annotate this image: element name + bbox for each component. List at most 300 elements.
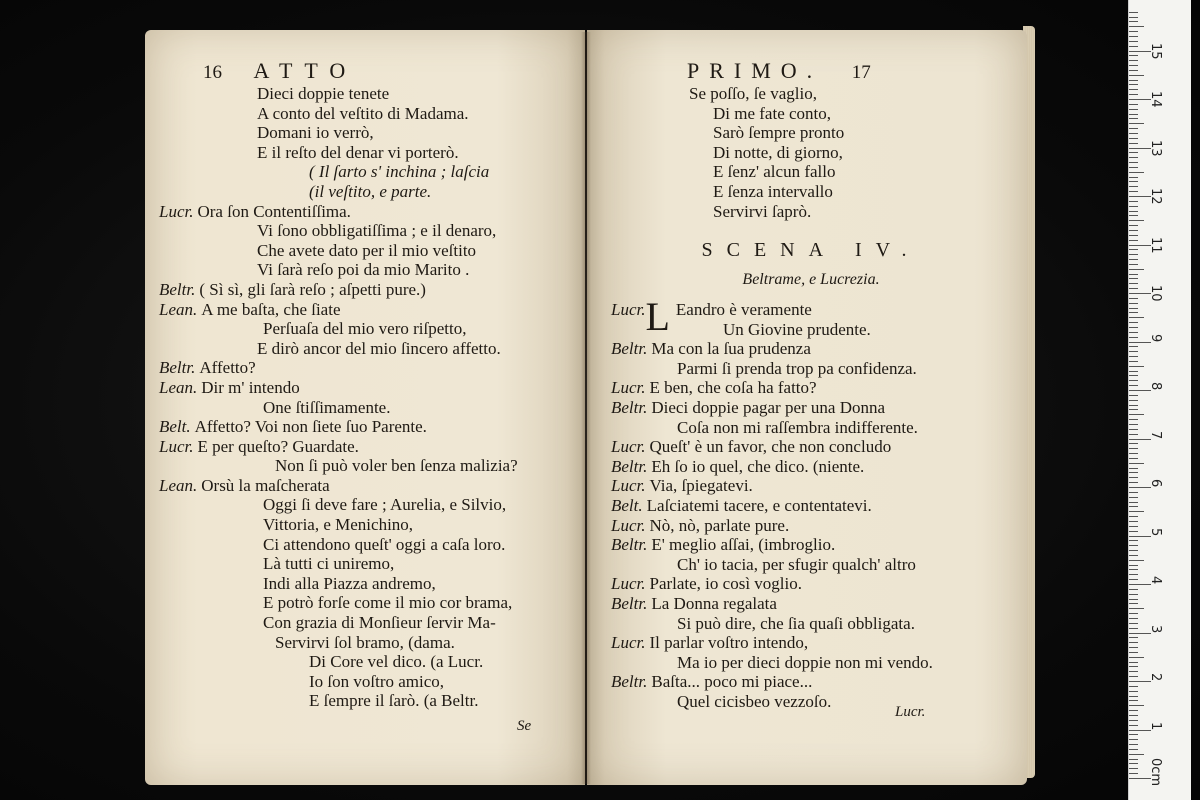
- ruler-tick: [1129, 453, 1138, 454]
- speaker-label: Beltr.: [159, 358, 196, 378]
- text-line: [611, 574, 1021, 594]
- ruler-tick: [1129, 424, 1138, 425]
- text-line: [159, 593, 579, 613]
- ruler-tick: [1129, 31, 1138, 32]
- ruler-tick: [1129, 482, 1138, 483]
- speaker-label: Lean.: [159, 299, 198, 319]
- ruler-tick: [1129, 133, 1138, 134]
- ruler-tick: [1129, 618, 1138, 619]
- verse-text: Di Core vel dico. (a Lucr.: [309, 652, 484, 672]
- ruler-label: 15: [1148, 42, 1163, 60]
- ruler-tick: [1129, 628, 1138, 629]
- ruler-tick: [1129, 671, 1138, 672]
- text-line: [159, 221, 579, 241]
- speaker-label: Lucr.: [611, 378, 646, 398]
- verse-text: Coſa non mi raſſembra indifferente.: [677, 417, 918, 437]
- speaker-label: Beltr.: [611, 456, 648, 476]
- speaker-label: Lucr.: [611, 633, 646, 653]
- speaker-label: Lucr.: [159, 436, 194, 456]
- ruler-label: 0cm: [1148, 758, 1163, 787]
- ruler-tick: [1129, 138, 1138, 139]
- scene-characters: Beltrame, e Lucrezia.: [742, 271, 880, 288]
- ruler-tick: [1129, 429, 1138, 430]
- book-gutter: [581, 32, 591, 784]
- text-line: [159, 574, 579, 594]
- ruler-tick: [1129, 720, 1138, 721]
- ruler-tick: [1129, 385, 1138, 386]
- ruler-tick: [1129, 104, 1138, 105]
- left-text-block: [159, 84, 579, 711]
- verse-text: Affetto? Voi non ſiete ſuo Parente.: [194, 417, 427, 437]
- ruler-tick: [1129, 642, 1138, 643]
- ruler-tick: [1129, 569, 1138, 570]
- verse-text: Via, ſpiegatevi.: [649, 476, 753, 496]
- text-line: [611, 653, 1021, 673]
- ruler-tick: [1129, 60, 1138, 61]
- ruler-tick: [1129, 666, 1138, 667]
- ruler-tick: [1129, 118, 1138, 119]
- text-line: [159, 260, 579, 280]
- ruler-tick: [1129, 380, 1138, 381]
- ruler-tick: [1129, 409, 1138, 410]
- verse-text: Ci attendono queſt' oggi a caſa loro.: [263, 534, 506, 554]
- verse-text: Oggi ſi deve fare ; Aurelia, e Silvio,: [263, 495, 507, 515]
- text-line: [159, 104, 579, 124]
- verse-text: A conto del veſtito di Madama.: [257, 103, 469, 123]
- speaker-label: Lucr.: [159, 201, 194, 221]
- text-line: [159, 398, 579, 418]
- ruler-tick: [1129, 434, 1138, 435]
- ruler-tick: [1129, 555, 1138, 556]
- verse-text: Che avete dato per il mio veſtito: [257, 240, 477, 260]
- scene-heading-block: [611, 226, 1011, 292]
- ruler-tick: [1129, 472, 1138, 473]
- ruler-tick: [1129, 594, 1138, 595]
- verse-text: One ſtiſſimamente.: [263, 397, 391, 417]
- text-line: [611, 633, 1021, 653]
- speaker-label: Lucr.: [611, 574, 646, 594]
- ruler-tick: [1129, 744, 1138, 745]
- text-line: [611, 437, 1021, 457]
- ruler-tick: [1129, 114, 1138, 115]
- text-line: [611, 359, 1021, 379]
- ruler-tick: [1129, 317, 1144, 318]
- verse-text: Baſta... poco mi piace...: [651, 672, 813, 692]
- ruler-tick: [1129, 283, 1138, 284]
- ruler-tick: [1129, 545, 1138, 546]
- text-line: [159, 280, 579, 300]
- verse-text: E ſempre il ſarò. (a Beltr.: [309, 691, 479, 711]
- text-line: [159, 319, 579, 339]
- text-line: [611, 123, 1011, 143]
- verse-text: Vittoria, e Menichino,: [263, 515, 414, 535]
- ruler-tick: [1129, 696, 1138, 697]
- ruler-tick: [1129, 322, 1138, 323]
- text-line: [159, 358, 579, 378]
- ruler-tick: [1129, 269, 1144, 270]
- ruler-tick: [1129, 356, 1138, 357]
- text-line: [159, 182, 579, 202]
- ruler-label: 4: [1148, 576, 1163, 585]
- verse-text: Dir m' intendo: [201, 377, 300, 397]
- ruler-tick: [1129, 599, 1138, 600]
- ruler-tick: [1129, 278, 1138, 279]
- ruler-tick: [1129, 109, 1138, 110]
- ruler-tick: [1129, 65, 1138, 66]
- text-line: [159, 476, 579, 496]
- ruler-tick: [1129, 89, 1138, 90]
- scene-dialogue-block: [611, 294, 1021, 711]
- verse-text: Di me fate conto,: [713, 103, 832, 123]
- ruler-tick: [1129, 759, 1138, 760]
- verse-text: ( Sì sì, gli ſarà reſo ; aſpetti pure.): [199, 279, 426, 299]
- ruler-tick: [1129, 351, 1138, 352]
- text-line: [159, 378, 579, 398]
- text-line: [159, 143, 579, 163]
- scene-title: SCENA IV.: [701, 239, 921, 261]
- text-line: [159, 652, 579, 672]
- ruler-label: 13: [1148, 139, 1163, 157]
- verse-text: Un Giovine prudente.: [723, 319, 871, 339]
- text-line: [611, 516, 1021, 536]
- ruler-tick: [1129, 332, 1138, 333]
- ruler-tick: [1129, 754, 1144, 755]
- ruler-tick: [1129, 206, 1138, 207]
- left-page: [145, 30, 585, 785]
- ruler-tick: [1129, 579, 1138, 580]
- ruler-tick: [1129, 371, 1138, 372]
- ruler-tick: [1129, 526, 1138, 527]
- ruler-tick: [1129, 235, 1138, 236]
- text-line: [611, 457, 1021, 477]
- ruler-tick: [1129, 361, 1138, 362]
- verse-text: Io ſon voſtro amico,: [309, 671, 445, 691]
- verse-text: Queſt' è un favor, che non concludo: [649, 437, 892, 457]
- ruler-tick: [1129, 613, 1138, 614]
- text-line: [611, 692, 1021, 712]
- ruler-tick: [1129, 172, 1144, 173]
- verse-text: E ſenza intervallo: [713, 181, 833, 201]
- text-line: [611, 594, 1021, 614]
- open-book: [145, 18, 1035, 788]
- verse-text: Eandro è veramente: [675, 300, 812, 319]
- ruler-tick: [1129, 419, 1138, 420]
- ruler-tick: [1129, 739, 1138, 740]
- text-line: [611, 104, 1011, 124]
- ruler-tick: [1129, 274, 1138, 275]
- verse-text: E potrò forſe come il mio cor brama,: [263, 593, 513, 613]
- stage-direction: ( Il ſarto s' inchina ; laſcia: [309, 162, 490, 182]
- text-line: [159, 633, 579, 653]
- text-line: [611, 339, 1021, 359]
- speaker-label: Lean.: [159, 377, 198, 397]
- text-line: [611, 182, 1011, 202]
- ruler-tick: [1129, 662, 1138, 663]
- ruler-label: 6: [1148, 479, 1163, 488]
- verse-text: Perſuaſa del mio vero riſpetto,: [263, 319, 467, 339]
- ruler-label: 3: [1148, 624, 1163, 633]
- text-line: [159, 300, 579, 320]
- verse-text: Il parlar voſtro intendo,: [649, 633, 809, 653]
- ruler-tick: [1129, 715, 1138, 716]
- verse-text: E dirò ancor del mio ſincero affetto.: [257, 338, 501, 358]
- ruler-tick: [1129, 80, 1138, 81]
- verse-text: Servirvi ſol bramo, (dama.: [275, 632, 455, 652]
- verse-text: Vi ſono obbligatiſſima ; e il denaro,: [257, 221, 497, 241]
- speaker-label: Beltr.: [611, 672, 648, 692]
- left-catchword: Se: [517, 718, 532, 734]
- verse-text: Se poſſo, ſe vaglio,: [689, 84, 817, 103]
- speaker-label: Lucr.: [611, 515, 646, 535]
- text-line: [611, 398, 1021, 418]
- right-running-head: [687, 58, 871, 84]
- ruler-tick: [1129, 749, 1138, 750]
- ruler-tick: [1129, 36, 1138, 37]
- text-line: [159, 535, 579, 555]
- ruler-label: 8: [1148, 382, 1163, 391]
- verse-text: Ora ſon Contentiſſima.: [197, 201, 351, 221]
- ruler-tick: [1129, 249, 1138, 250]
- ruler-tick: [1129, 550, 1138, 551]
- ruler-tick: [1129, 448, 1138, 449]
- ruler-tick: [1129, 710, 1138, 711]
- ruler-tick: [1129, 254, 1138, 255]
- ruler-label: 5: [1148, 527, 1163, 536]
- speaker-label: Belt.: [611, 495, 643, 515]
- left-running-head: [203, 58, 357, 84]
- ruler-tick: [1129, 201, 1138, 202]
- ruler-tick: [1129, 123, 1144, 124]
- right-folio: 17: [851, 62, 871, 83]
- text-line: [159, 515, 579, 535]
- ruler-tick: [1129, 181, 1138, 182]
- verse-text: Eh ſo io quel, che dico. (niente.: [651, 456, 865, 476]
- ruler-tick: [1129, 75, 1144, 76]
- ruler-tick: [1129, 560, 1144, 561]
- left-running-title: ATTO: [253, 58, 358, 83]
- ruler-tick: [1129, 259, 1138, 260]
- ruler-tick: [1129, 211, 1138, 212]
- verse-text: La Donna regalata: [651, 593, 777, 613]
- text-line: [611, 202, 1011, 222]
- ruler-tick: [1129, 768, 1138, 769]
- text-line: [611, 84, 1011, 104]
- ruler-tick: [1129, 46, 1138, 47]
- speaker-label: Lucr.: [611, 300, 646, 319]
- verse-text: E il reſto del denar vi porterò.: [257, 142, 459, 162]
- ruler-tick: [1129, 463, 1144, 464]
- verse-text: Orsù la maſcherata: [201, 475, 330, 495]
- ruler-tick: [1129, 725, 1138, 726]
- ruler-tick: [1129, 700, 1138, 701]
- speaker-label: Belt.: [159, 417, 191, 437]
- speaker-label: Lucr.: [611, 476, 646, 496]
- verse-text: Ma io per dieci doppie non mi vendo.: [677, 652, 933, 672]
- text-line: [159, 123, 579, 143]
- ruler-tick: [1129, 298, 1138, 299]
- right-running-title: PRIMO.: [687, 58, 823, 83]
- left-folio: 16: [203, 62, 222, 83]
- ruler-tick: [1129, 186, 1138, 187]
- verse-text: Nò, nò, parlate pure.: [649, 515, 790, 535]
- ruler-tick: [1129, 691, 1138, 692]
- ruler-tick: [1129, 414, 1144, 415]
- right-verse-block: [611, 84, 1011, 221]
- text-line: [159, 672, 579, 692]
- ruler-tick: [1129, 191, 1138, 192]
- text-line: [611, 320, 1021, 340]
- ruler-tick: [1129, 574, 1138, 575]
- ruler-tick: [1129, 366, 1144, 367]
- ruler-tick: [1129, 375, 1138, 376]
- verse-text: E' meglio aſſai, (imbroglio.: [651, 535, 836, 555]
- verse-text: Sarò ſempre pronto: [713, 123, 845, 143]
- ruler-tick: [1129, 443, 1138, 444]
- ruler-tick: [1129, 657, 1144, 658]
- verse-text: Si può dire, che ſia quaſi obbligata.: [677, 613, 915, 633]
- ruler-tick: [1129, 346, 1138, 347]
- ruler-tick: [1129, 264, 1138, 265]
- ruler-tick: [1129, 215, 1138, 216]
- stage-direction: (il veſtito, e parte.: [309, 181, 432, 201]
- ruler-tick: [1129, 84, 1138, 85]
- text-line: [611, 535, 1021, 555]
- ruler-tick: [1129, 468, 1138, 469]
- ruler-tick: [1129, 167, 1138, 168]
- verse-text: E ſenz' alcun fallo: [713, 162, 836, 182]
- text-line: [611, 378, 1021, 398]
- ruler-tick: [1129, 162, 1138, 163]
- ruler-tick: [1129, 337, 1138, 338]
- verse-text: Non ſi può voler ben ſenza malizia?: [275, 456, 518, 476]
- verse-text: Laſciatemi tacere, e contentatevi.: [646, 495, 872, 515]
- ruler-tick: [1129, 400, 1138, 401]
- text-line: [159, 417, 579, 437]
- text-line: [159, 162, 579, 182]
- verse-text: Affetto?: [199, 358, 256, 378]
- ruler-tick: [1129, 734, 1138, 735]
- ruler-tick: [1129, 327, 1138, 328]
- drop-capital: L: [645, 294, 670, 339]
- verse-text: Dieci doppie tenete: [257, 84, 390, 103]
- verse-text: Là tutti ci uniremo,: [263, 554, 395, 574]
- verse-text: A me baſta, che ſiate: [201, 299, 341, 319]
- text-line: [159, 202, 579, 222]
- verse-text: Ma con la ſua prudenza: [651, 339, 811, 359]
- ruler-tick: [1129, 565, 1138, 566]
- ruler-label: 9: [1148, 333, 1163, 342]
- text-line: [611, 476, 1021, 496]
- text-line: [159, 437, 579, 457]
- verse-text: Parmi ſi prenda trop pa confidenza.: [677, 358, 917, 378]
- ruler-label: 14: [1148, 91, 1163, 108]
- ruler-tick: [1129, 477, 1138, 478]
- ruler-tick: [1129, 70, 1138, 71]
- ruler-label: 10: [1148, 285, 1163, 302]
- ruler-label: 7: [1148, 430, 1163, 439]
- text-line: [611, 418, 1021, 438]
- ruler-label: 12: [1148, 188, 1163, 205]
- text-line: [159, 554, 579, 574]
- ruler-tick: [1129, 303, 1138, 304]
- ruler-tick: [1129, 502, 1138, 503]
- ruler-tick: [1129, 21, 1138, 22]
- ruler-tick: [1129, 623, 1138, 624]
- right-page: [587, 30, 1027, 785]
- speaker-label: Beltr.: [611, 397, 648, 417]
- ruler-tick: [1129, 12, 1138, 13]
- ruler-tick: [1129, 405, 1138, 406]
- verse-text: Parlate, io così voglio.: [649, 574, 802, 594]
- ruler-tick: [1129, 603, 1138, 604]
- speaker-label: Beltr.: [611, 339, 648, 359]
- ruler-tick: [1129, 225, 1138, 226]
- ruler-tick: [1129, 647, 1138, 648]
- ruler-tick: [1129, 94, 1138, 95]
- verse-text: Di notte, di giorno,: [713, 142, 843, 162]
- text-line: [611, 143, 1011, 163]
- ruler-tick: [1129, 312, 1138, 313]
- speaker-label: Lean.: [159, 475, 198, 495]
- ruler-tick: [1129, 308, 1138, 309]
- verse-text: Servirvi ſaprò.: [713, 201, 812, 221]
- ruler-tick: [1129, 773, 1138, 774]
- text-line: [159, 456, 579, 476]
- verse-text: Con grazia di Monſieur ſervir Ma-: [263, 613, 496, 633]
- verse-text: Quel cicisbeo vezzoſo.: [677, 691, 832, 711]
- text-line: [159, 241, 579, 261]
- verse-text: Ch' io tacia, per sfugir qualch' altro: [677, 554, 916, 574]
- ruler-tick: [1129, 676, 1138, 677]
- ruler-tick: [1129, 26, 1144, 27]
- ruler-tick: [1129, 497, 1138, 498]
- speaker-label: Beltr.: [611, 535, 648, 555]
- ruler-label: 1: [1148, 721, 1163, 730]
- ruler-tick: [1129, 589, 1138, 590]
- ruler-tick: [1129, 652, 1138, 653]
- ruler-tick: [1129, 531, 1138, 532]
- ruler-tick: [1129, 458, 1138, 459]
- speaker-label: Lucr.: [611, 437, 646, 457]
- ruler-tick: [1129, 763, 1138, 764]
- ruler-tick: [1129, 128, 1138, 129]
- verse-text: Dieci doppie pagar per una Donna: [651, 397, 886, 417]
- verse-text: E ben, che coſa ha fatto?: [649, 378, 817, 398]
- text-line: [611, 496, 1021, 516]
- ruler-tick: [1129, 41, 1138, 42]
- ruler-tick: [1129, 230, 1138, 231]
- ruler-tick: [1129, 17, 1138, 18]
- ruler-tick: [1129, 395, 1138, 396]
- text-line: [611, 672, 1021, 692]
- ruler-tick: [1129, 686, 1138, 687]
- speaker-label: Beltr.: [159, 279, 196, 299]
- right-catchword: Lucr.: [895, 704, 926, 720]
- ruler-tick: [1129, 637, 1138, 638]
- text-line: [611, 555, 1021, 575]
- measuring-ruler: [1128, 0, 1191, 800]
- ruler-tick: [1129, 143, 1138, 144]
- ruler-tick: [1129, 240, 1138, 241]
- ruler-tick: [1129, 220, 1144, 221]
- verse-text: Indi alla Piazza andremo,: [263, 573, 436, 593]
- verse-text: E per queſto? Guardate.: [197, 436, 359, 456]
- ruler-tick: [1129, 152, 1138, 153]
- ruler-tick: [1129, 288, 1138, 289]
- ruler-tick: [1129, 177, 1138, 178]
- ruler-tick: [1129, 516, 1138, 517]
- ruler-tick: [1129, 608, 1144, 609]
